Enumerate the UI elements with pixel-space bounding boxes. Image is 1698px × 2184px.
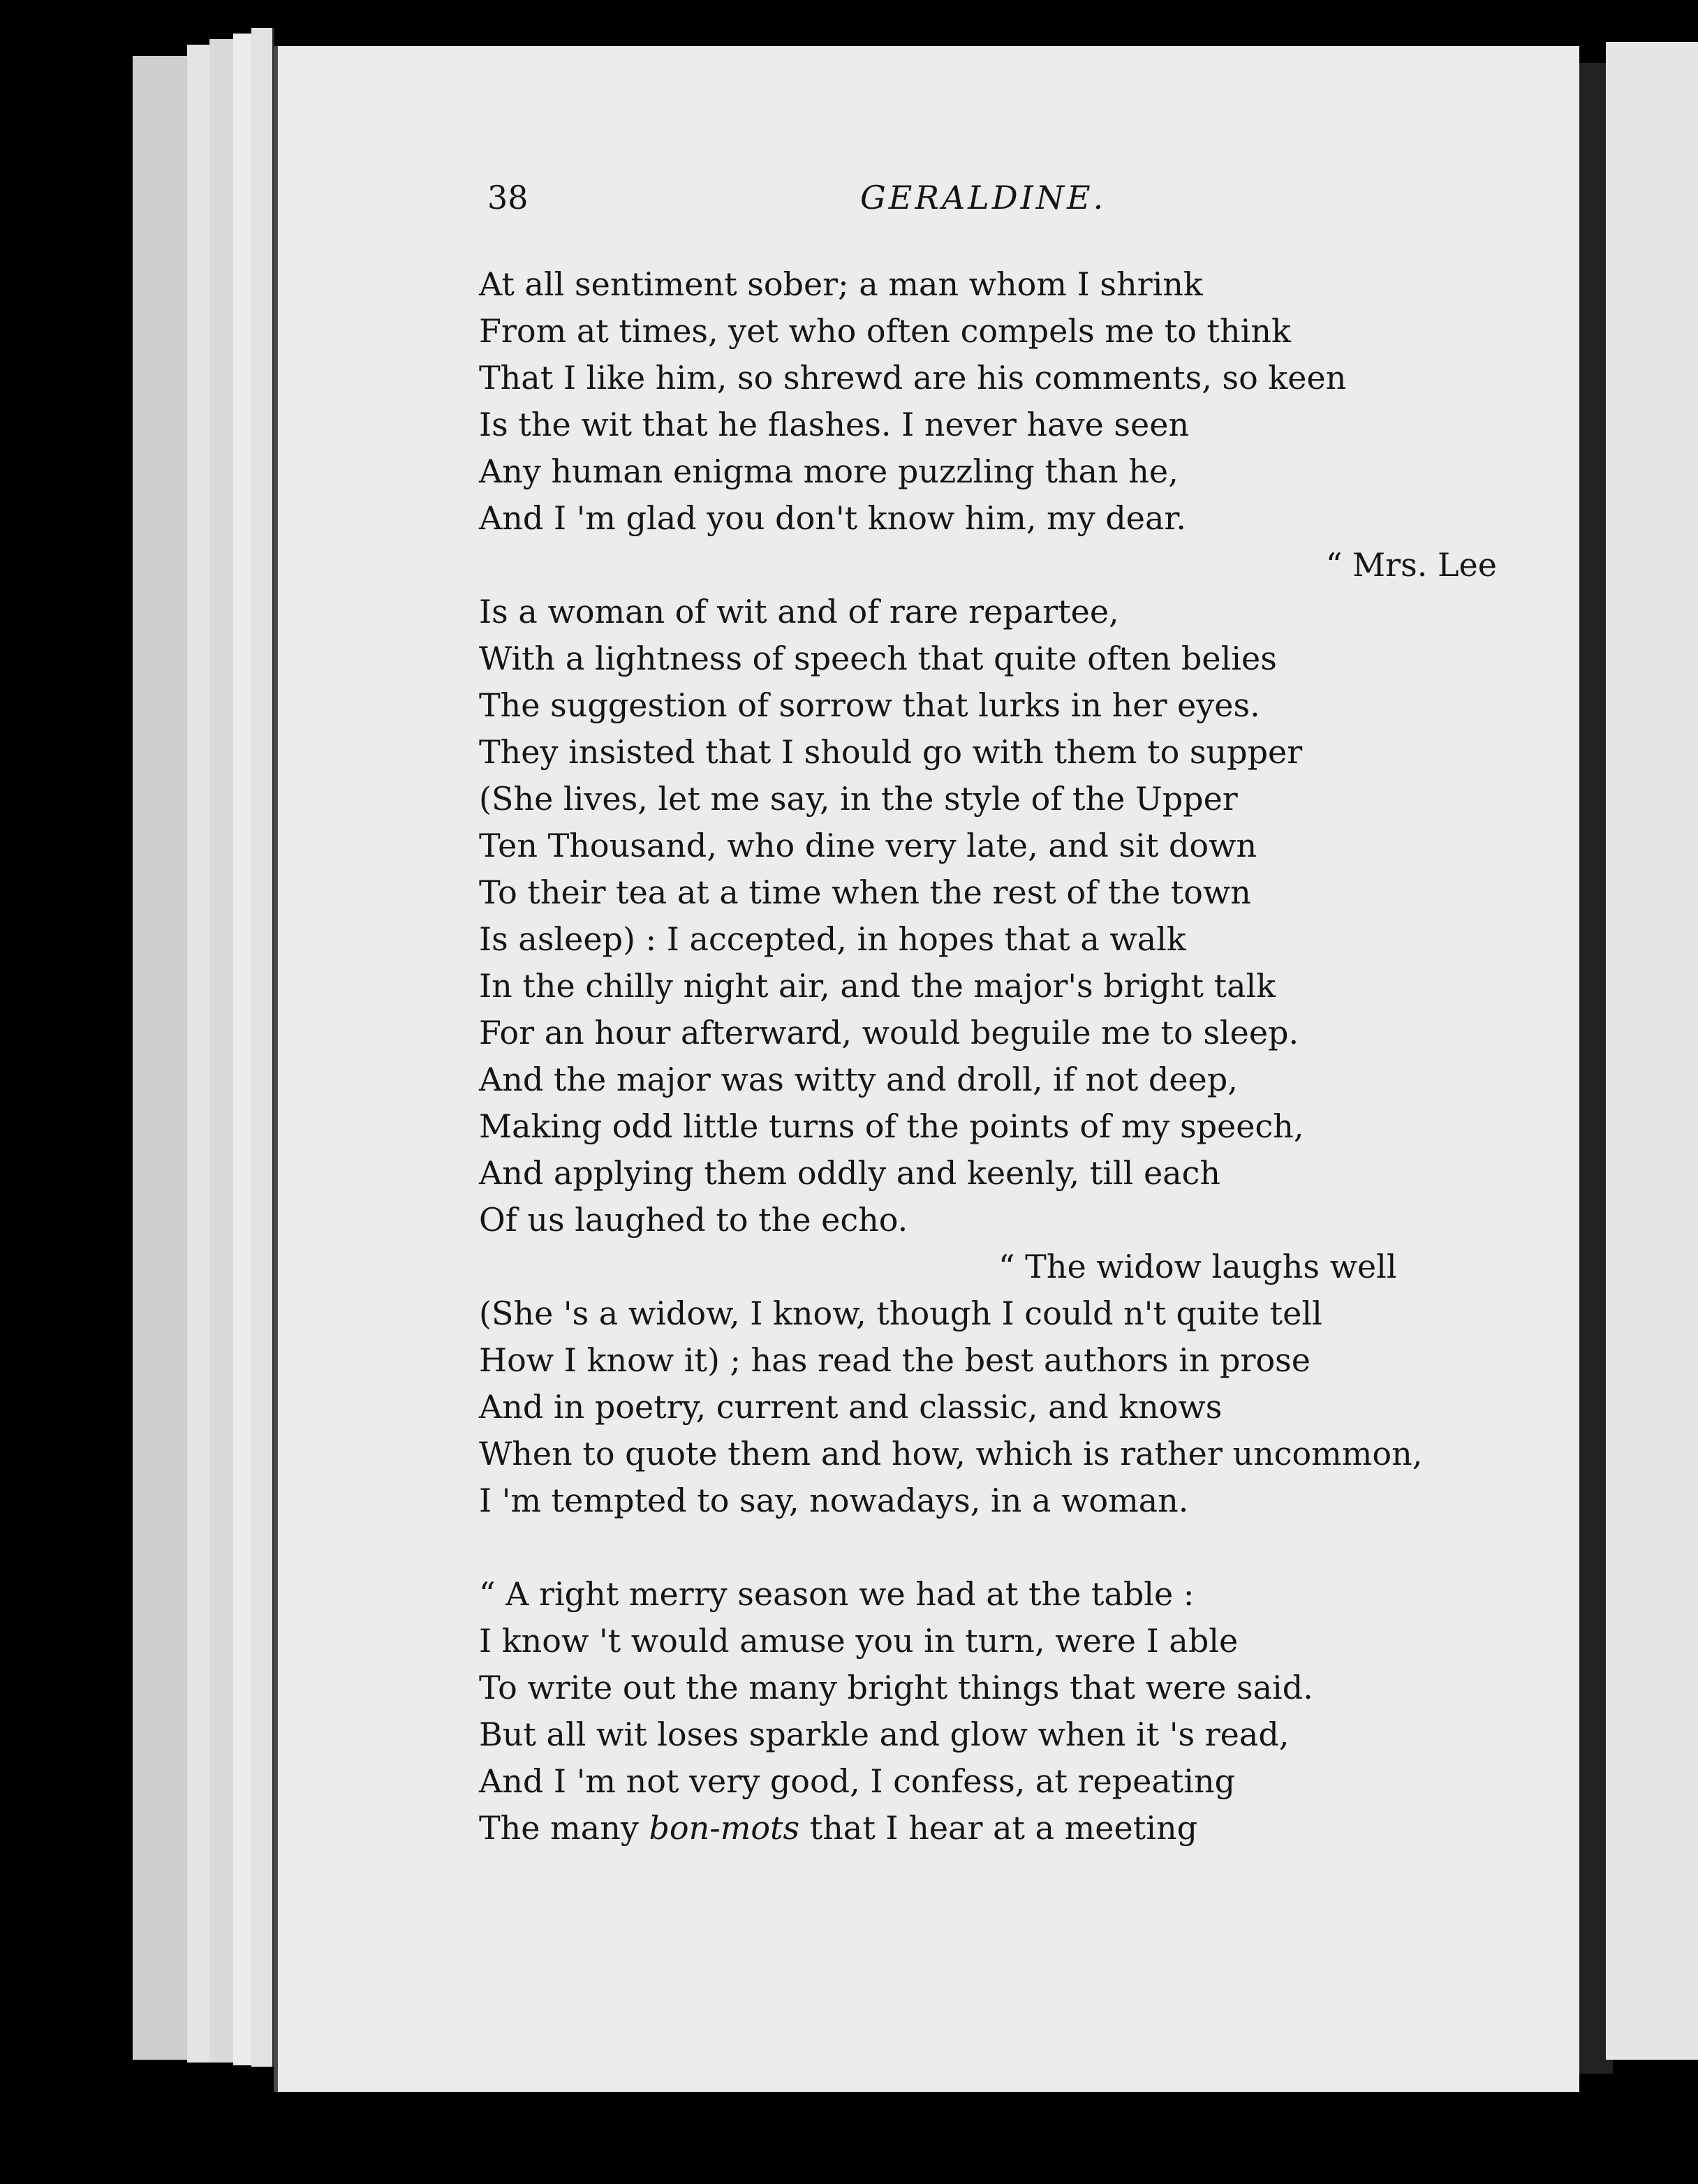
verse-line: And applying them oddly and keenly, till each	[479, 1154, 1220, 1192]
page-number: 38	[487, 179, 529, 216]
verse-line: The suggestion of sorrow that lurks in her eyes.	[479, 686, 1260, 724]
verse-line: “ A right merry season we had at the table :	[479, 1575, 1195, 1613]
verse-line: They insisted that I should go with them to supper	[479, 733, 1303, 771]
verse-line: At all sentiment sober; a man whom I shrink	[479, 265, 1203, 303]
verse-line: From at times, yet who often compels me to think	[479, 312, 1291, 350]
verse-line: For an hour afterward, would beguile me to sleep.	[479, 1014, 1299, 1052]
verse-line: Ten Thousand, who dine very late, and sit down	[479, 827, 1257, 864]
verse-line: Any human enigma more puzzling than he,	[479, 452, 1179, 490]
verse-line: That I like him, so shrewd are his comments, so keen	[479, 359, 1347, 397]
verse-line: Is the wit that he flashes. I never have seen	[479, 406, 1190, 443]
verse-text: that I hear at a meeting	[799, 1809, 1198, 1847]
verse-line: And the major was witty and droll, if not deep,	[479, 1061, 1238, 1098]
facing-page-edge	[1606, 42, 1698, 2060]
verse-line: Making odd little turns of the points of my speech,	[479, 1107, 1304, 1145]
verse-block	[479, 261, 1498, 1852]
running-title: GERALDINE.	[860, 179, 1107, 216]
verse-line: With a lightness of speech that quite often belies	[479, 640, 1277, 677]
verse-line: I 'm tempted to say, nowadays, in a woman.	[479, 1482, 1189, 1519]
verse-line: (She 's a widow, I know, though I could n't quite tell	[479, 1294, 1322, 1332]
verse-line: (She lives, let me say, in the style of the Upper	[479, 780, 1238, 818]
verse-line: I know 't would amuse you in turn, were I able	[479, 1622, 1239, 1660]
running-head	[274, 179, 1579, 228]
verse-text: The many	[479, 1809, 649, 1847]
verse-line: And I 'm glad you don't know him, my dear.	[479, 499, 1186, 537]
verse-line: “ The widow laughs well	[998, 1248, 1397, 1285]
verse-line: To their tea at a time when the rest of the town	[479, 873, 1251, 911]
verse-line: “ Mrs. Lee	[1325, 546, 1497, 584]
stanza-break	[479, 1524, 1498, 1571]
italic-phrase: bon-mots	[649, 1809, 800, 1847]
verse-line: When to quote them and how, which is rather uncommon,	[479, 1435, 1423, 1473]
verse-line: To write out the many bright things that were said.	[479, 1669, 1313, 1706]
book-page	[274, 46, 1579, 2092]
verse-line	[479, 1805, 1498, 1852]
verse-line: Is a woman of wit and of rare repartee,	[479, 593, 1119, 630]
page-edge	[251, 28, 274, 2067]
verse-line: Of us laughed to the echo.	[479, 1201, 908, 1239]
verse-line: Is asleep) : I accepted, in hopes that a walk	[479, 920, 1186, 958]
verse-line: And I 'm not very good, I confess, at repeating	[479, 1762, 1236, 1800]
verse-line: How I know it) ; has read the best authors in prose	[479, 1341, 1311, 1379]
verse-line: In the chilly night air, and the major's bright talk	[479, 967, 1276, 1005]
verse-line: But all wit loses sparkle and glow when it 's read,	[479, 1716, 1290, 1753]
verse-line: And in poetry, current and classic, and knows	[479, 1388, 1223, 1426]
